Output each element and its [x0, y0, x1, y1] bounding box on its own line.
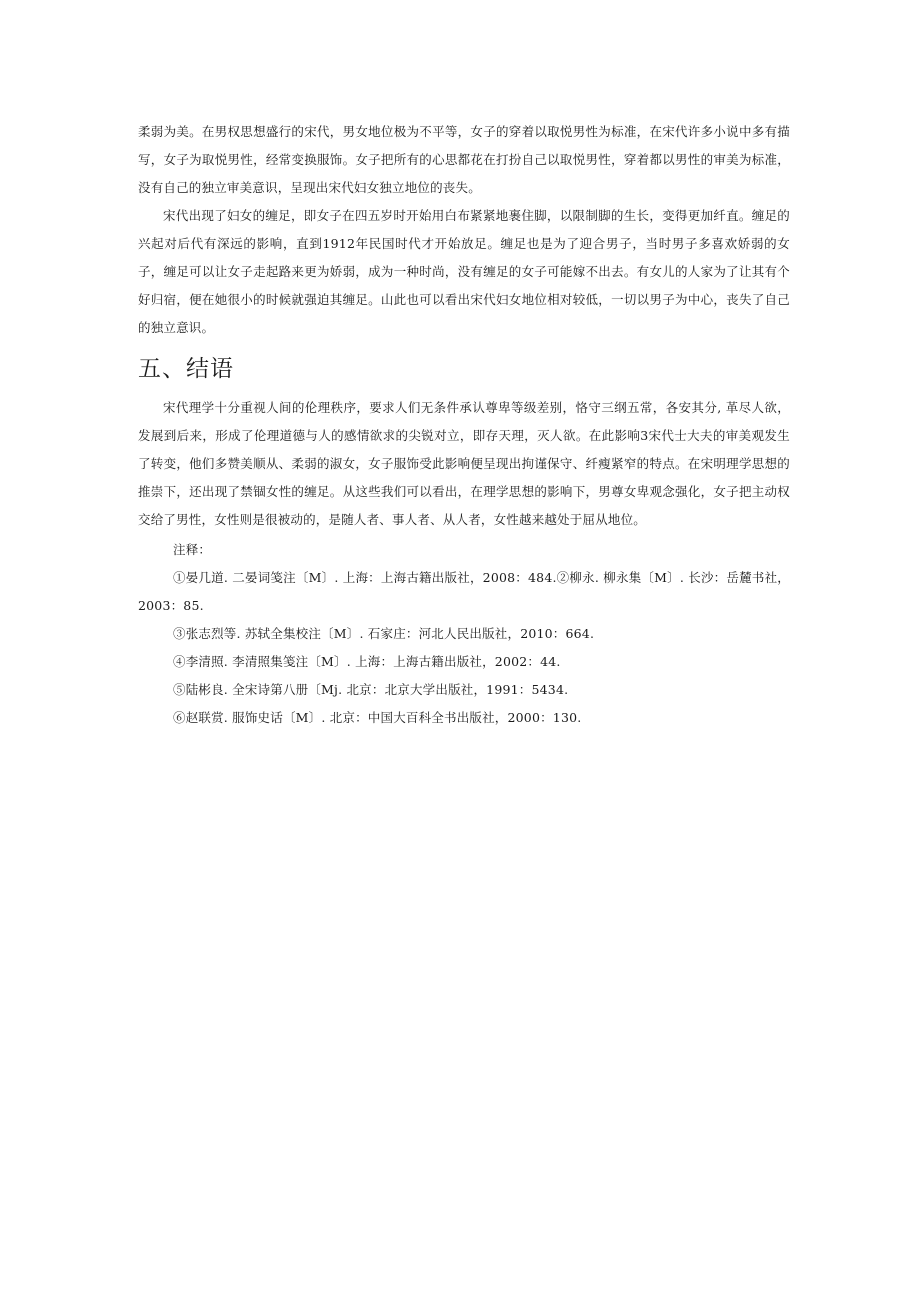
note-item-2: ③张志烈等. 苏轼全集校注〔M〕. 石家庄：河北人民出版社，2010：664.: [173, 626, 595, 641]
paragraph-foot-binding: 宋代出现了妇女的缠足，即女子在四五岁时开始用白布紧紧地裹住脚，以限制脚的生长，变得更加纤直。缠足的兴起对后代有深远的影响，直到1912年民国时代才开始放足。缠足也是为了迎合男子，当时男子多喜欢娇弱的女子，缠足可以让女子走起路来更为娇弱，成为一种时尚，没有缠足的女子可能嫁不出去。有女儿的人家为了让其有个好归宿，便在她很小的时候就强迫其缠足。山此也可以看出宋代妇女地位相对较低，一切以男子为中心，丧失了自己的独立意识。: [138, 208, 790, 335]
note-item-5: ⑥赵联赏. 服饰史话〔M〕. 北京：中国大百科全书出版社，2000：130.: [173, 710, 582, 725]
notes-label: 注释：: [173, 542, 212, 557]
paragraph-conclusion: 宋代理学十分重视人间的伦理秩序，要求人们无条件承认尊卑等级差别，恪守三纲五常，各安其分, 革尽人欲，发展到后来，形成了伦理道德与人的感情欲求的尖锐对立，即存天理，灭人欲。在此影响3宋代士大夫的审美观发生了转变，他们多赞美顺从、柔弱的淑女，女子服饰受此影响便呈现出拘谨保守、纤瘦紧窄的特点。在宋明理学思想的推崇下，还出现了禁锢女性的缠足。从这些我们可以看出，在理学思想的影响下，男尊女卑观念强化，女子把主动权交给了男性，女性则是很被动的，是随人者、事人者、从人者，女性越来越处于屈从地位。: [138, 400, 790, 527]
section-heading-conclusion: 五、结语: [138, 356, 234, 382]
note-item-3: ④李清照. 李清照集笺注〔M〕. 上海：上海古籍出版社，2002：44.: [173, 654, 561, 669]
paragraph-women-aesthetics: 柔弱为美。在男权思想盛行的宋代，男女地位极为不平等，女子的穿着以取悦男性为标准，在宋代许多小说中多有描写，女子为取悦男性，经常变换服饰。女子把所有的心思都花在打扮自己以取悦男性，穿着都以男性的审美为标准，没有自己的独立审美意识，呈现出宋代妇女独立地位的丧失。: [138, 124, 790, 195]
document-page: [138, 118, 790, 732]
note-item-4: ⑤陆彬良. 全宋诗第八册〔Mj. 北京：北京大学出版社，1991：5434.: [173, 682, 569, 697]
note-item-1: ①晏几道. 二晏词笺注〔M〕. 上海：上海古籍出版社，2008：484.②柳永. 柳永集〔M〕. 长沙：岳麓书社，2003：85.: [138, 570, 790, 613]
